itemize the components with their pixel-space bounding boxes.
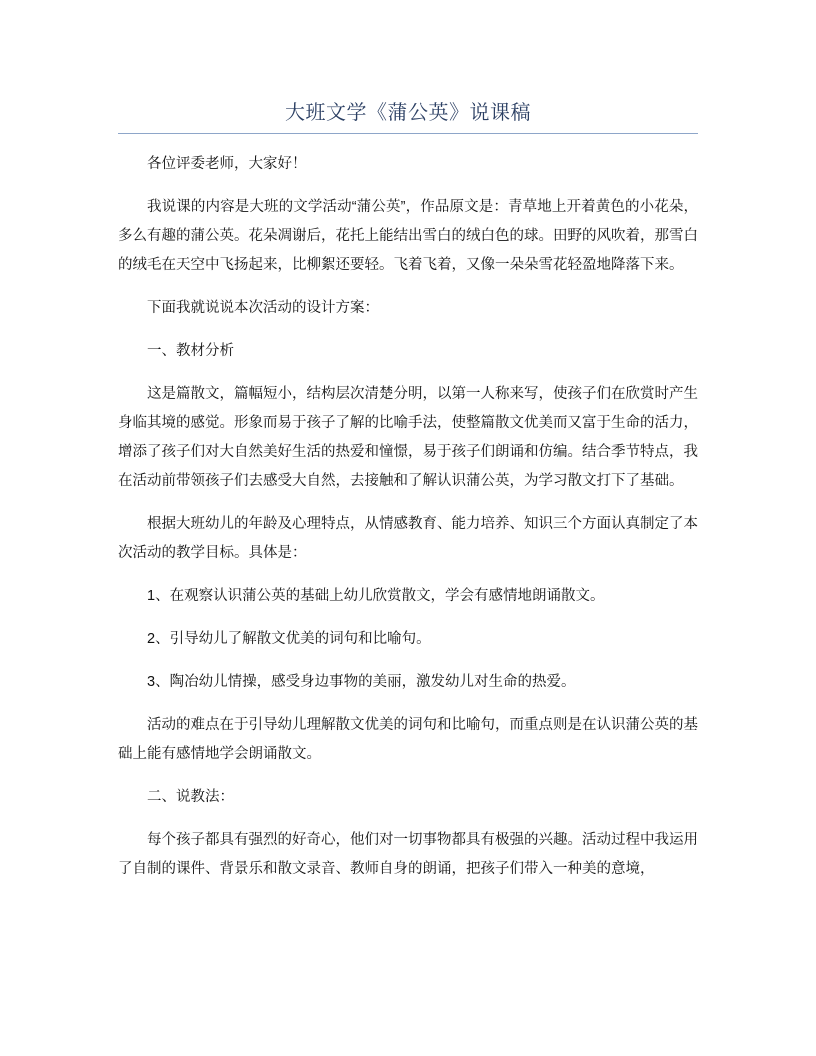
goal-item-1: 1、在观察认识蒲公英的基础上幼儿欣赏散文，学会有感情地朗诵散文。: [147, 588, 605, 604]
goal-item-2: 2、引导幼儿了解散文优美的词句和比喻句。: [147, 631, 431, 647]
document-title: 大班文学《蒲公英》说课稿: [285, 102, 531, 124]
goals-intro-paragraph: 根据大班幼儿的年龄及心理特点，从情感教育、能力培养、知识三个方面认真制定了本次活动的教学目标。具体是：: [118, 516, 698, 561]
methods-paragraph: 每个孩子都具有强烈的好奇心，他们对一切事物都具有极强的兴趣。活动过程中我运用了自制的课件、背景乐和散文录音、教师自身的朗诵，把孩子们带入一种美的意境，: [118, 832, 698, 877]
section-heading-material: 一、教材分析: [147, 343, 234, 359]
material-analysis-paragraph: 这是篇散文，篇幅短小，结构层次清楚分明，以第一人称来写，使孩子们在欣赏时产生身临其境的感觉。形象而易于孩子了解的比喻手法，使整篇散文优美而又富于生命的活力，增添了孩子们对大自然美好生活的热爱和憧憬，易于孩子们朗诵和仿编。结合季节特点，我在活动前带领孩子们去感受大自然，去接触和了解认识蒲公英，为学习散文打下了基础。: [118, 386, 698, 489]
intro-paragraph: 我说课的内容是大班的文学活动“蒲公英”，作品原文是：青草地上开着黄色的小花朵，多么有趣的蒲公英。花朵凋谢后，花托上能结出雪白的绒白色的球。田野的风吹着，那雪白的绒毛在天空中飞扬起来，比柳絮还要轻。飞着飞着，又像一朵朵雪花轻盈地降落下来。: [118, 199, 698, 273]
design-intro-paragraph: 下面我就说说本次活动的设计方案：: [147, 300, 379, 316]
key-points-paragraph: 活动的难点在于引导幼儿理解散文优美的词句和比喻句，而重点则是在认识蒲公英的基础上能有感情地学会朗诵散文。: [118, 717, 698, 762]
title-divider: [118, 133, 698, 134]
document-body: [118, 150, 698, 898]
section-heading-methods: 二、说教法：: [147, 789, 234, 805]
goal-item-3: 3、陶冶幼儿情操，感受身边事物的美丽，激发幼儿对生命的热爱。: [147, 674, 576, 690]
greeting-paragraph: 各位评委老师，大家好！: [147, 156, 307, 172]
